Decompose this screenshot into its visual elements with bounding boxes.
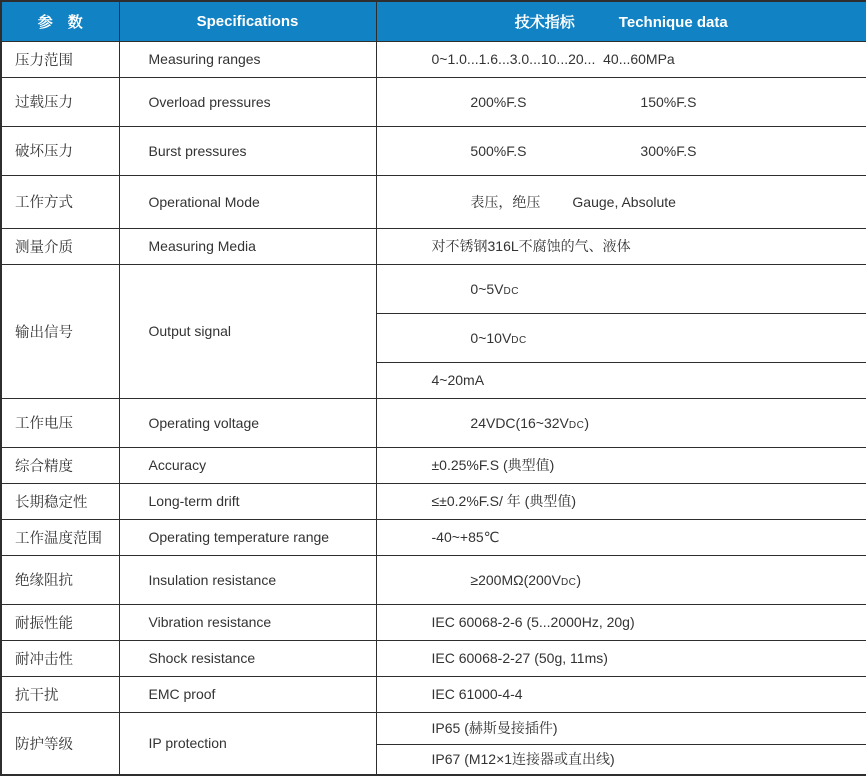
param-zh: 破坏压力 [1, 126, 119, 175]
value-cell: IEC 61000-4-4 [376, 676, 866, 712]
param-zh: 综合精度 [1, 447, 119, 483]
value-cell: IEC 60068-2-6 (5...2000Hz, 20g) [376, 604, 866, 640]
param-zh: 输出信号 [1, 264, 119, 398]
value-cell [376, 264, 866, 313]
spec-en: Operating voltage [119, 398, 376, 447]
row-insulation-resistance [1, 555, 866, 604]
header-technique-zh: 技术指标 [514, 13, 575, 31]
spec-en: Overload pressures [119, 77, 376, 126]
param-zh: 绝缘阻抗 [1, 555, 119, 604]
value-cell [376, 175, 866, 228]
spec-en: Insulation resistance [119, 555, 376, 604]
param-zh: 防护等级 [1, 712, 119, 775]
value-end: ) [576, 571, 582, 588]
table-header [1, 1, 866, 41]
spec-en: Shock resistance [119, 640, 376, 676]
param-zh: 长期稳定性 [1, 483, 119, 519]
value-primary: 500%F.S [470, 142, 527, 159]
value-cell [376, 555, 866, 604]
header-technique-data [376, 1, 866, 41]
value-cell [376, 313, 866, 362]
row-shock-resistance [1, 640, 866, 676]
value-cell [376, 77, 866, 126]
value-zh: 表压，绝压 [470, 193, 541, 210]
spec-en: Measuring Media [119, 228, 376, 264]
param-zh: 耐冲击性 [1, 640, 119, 676]
value-cell [376, 398, 866, 447]
value-cell [376, 126, 866, 175]
value-end: ) [584, 414, 589, 431]
table-body [1, 41, 866, 775]
row-accuracy [1, 447, 866, 483]
spec-en: Accuracy [119, 447, 376, 483]
spec-en: Output signal [119, 264, 376, 398]
header-specifications: Specifications [119, 1, 376, 41]
param-zh: 压力范围 [1, 41, 119, 77]
value-cell: ±0.25%F.S (典型值) [376, 447, 866, 483]
row-burst-pressures [1, 126, 866, 175]
spec-en: Operational Mode [119, 175, 376, 228]
spec-en: Burst pressures [119, 126, 376, 175]
row-operating-temperature-range [1, 519, 866, 555]
value-cell: IEC 60068-2-27 (50g, 11ms) [376, 640, 866, 676]
param-zh: 工作方式 [1, 175, 119, 228]
spec-en: Vibration resistance [119, 604, 376, 640]
value-main: 0~10V [470, 329, 512, 346]
param-zh: 工作电压 [1, 398, 119, 447]
value-unit-dc: DC [568, 419, 585, 431]
value-unit-dc: DC [503, 285, 519, 297]
row-vibration-resistance [1, 604, 866, 640]
value-secondary: 150%F.S [640, 93, 697, 110]
row-ip-protection-1 [1, 712, 866, 744]
param-zh: 测量介质 [1, 228, 119, 264]
row-output-signal-1 [1, 264, 866, 313]
param-zh: 耐振性能 [1, 604, 119, 640]
value-cell: 4~20mA [376, 362, 866, 398]
value-secondary: 300%F.S [640, 142, 697, 159]
value-primary: 200%F.S [470, 93, 527, 110]
value-cell: 对不锈钢316L不腐蚀的气、液体 [376, 228, 866, 264]
row-operational-mode [1, 175, 866, 228]
spec-en: EMC proof [119, 676, 376, 712]
value-cell: -40~+85℃ [376, 519, 866, 555]
value-cell: IP67 (M12×1连接器或直出线) [376, 744, 866, 775]
row-overload-pressures [1, 77, 866, 126]
value-cell: IP65 (赫斯曼接插件) [376, 712, 866, 744]
param-zh: 工作温度范围 [1, 519, 119, 555]
row-operating-voltage [1, 398, 866, 447]
spec-en: Long-term drift [119, 483, 376, 519]
spec-en: Measuring ranges [119, 41, 376, 77]
value-main: ≥200MΩ(200V [470, 571, 561, 588]
value-main: 24VDC(16~32V [470, 414, 569, 431]
row-measuring-media [1, 228, 866, 264]
value-unit-dc: DC [511, 334, 527, 346]
value-en: Gauge, Absolute [572, 193, 676, 210]
param-zh: 过载压力 [1, 77, 119, 126]
spec-en: IP protection [119, 712, 376, 775]
spec-en: Operating temperature range [119, 519, 376, 555]
value-cell: ≤±0.2%F.S/ 年 (典型值) [376, 483, 866, 519]
value-main: 0~5V [470, 280, 504, 297]
row-long-term-drift [1, 483, 866, 519]
row-emc-proof [1, 676, 866, 712]
header-technique-en: Technique data [618, 13, 728, 31]
row-measuring-ranges [1, 41, 866, 77]
value-unit-dc: DC [560, 576, 577, 588]
header-param: 参 数 [1, 1, 119, 41]
header-row [1, 1, 866, 41]
param-zh: 抗干扰 [1, 676, 119, 712]
value-cell: 0~1.0...1.6...3.0...10...20... 40...60MPa [376, 41, 866, 77]
